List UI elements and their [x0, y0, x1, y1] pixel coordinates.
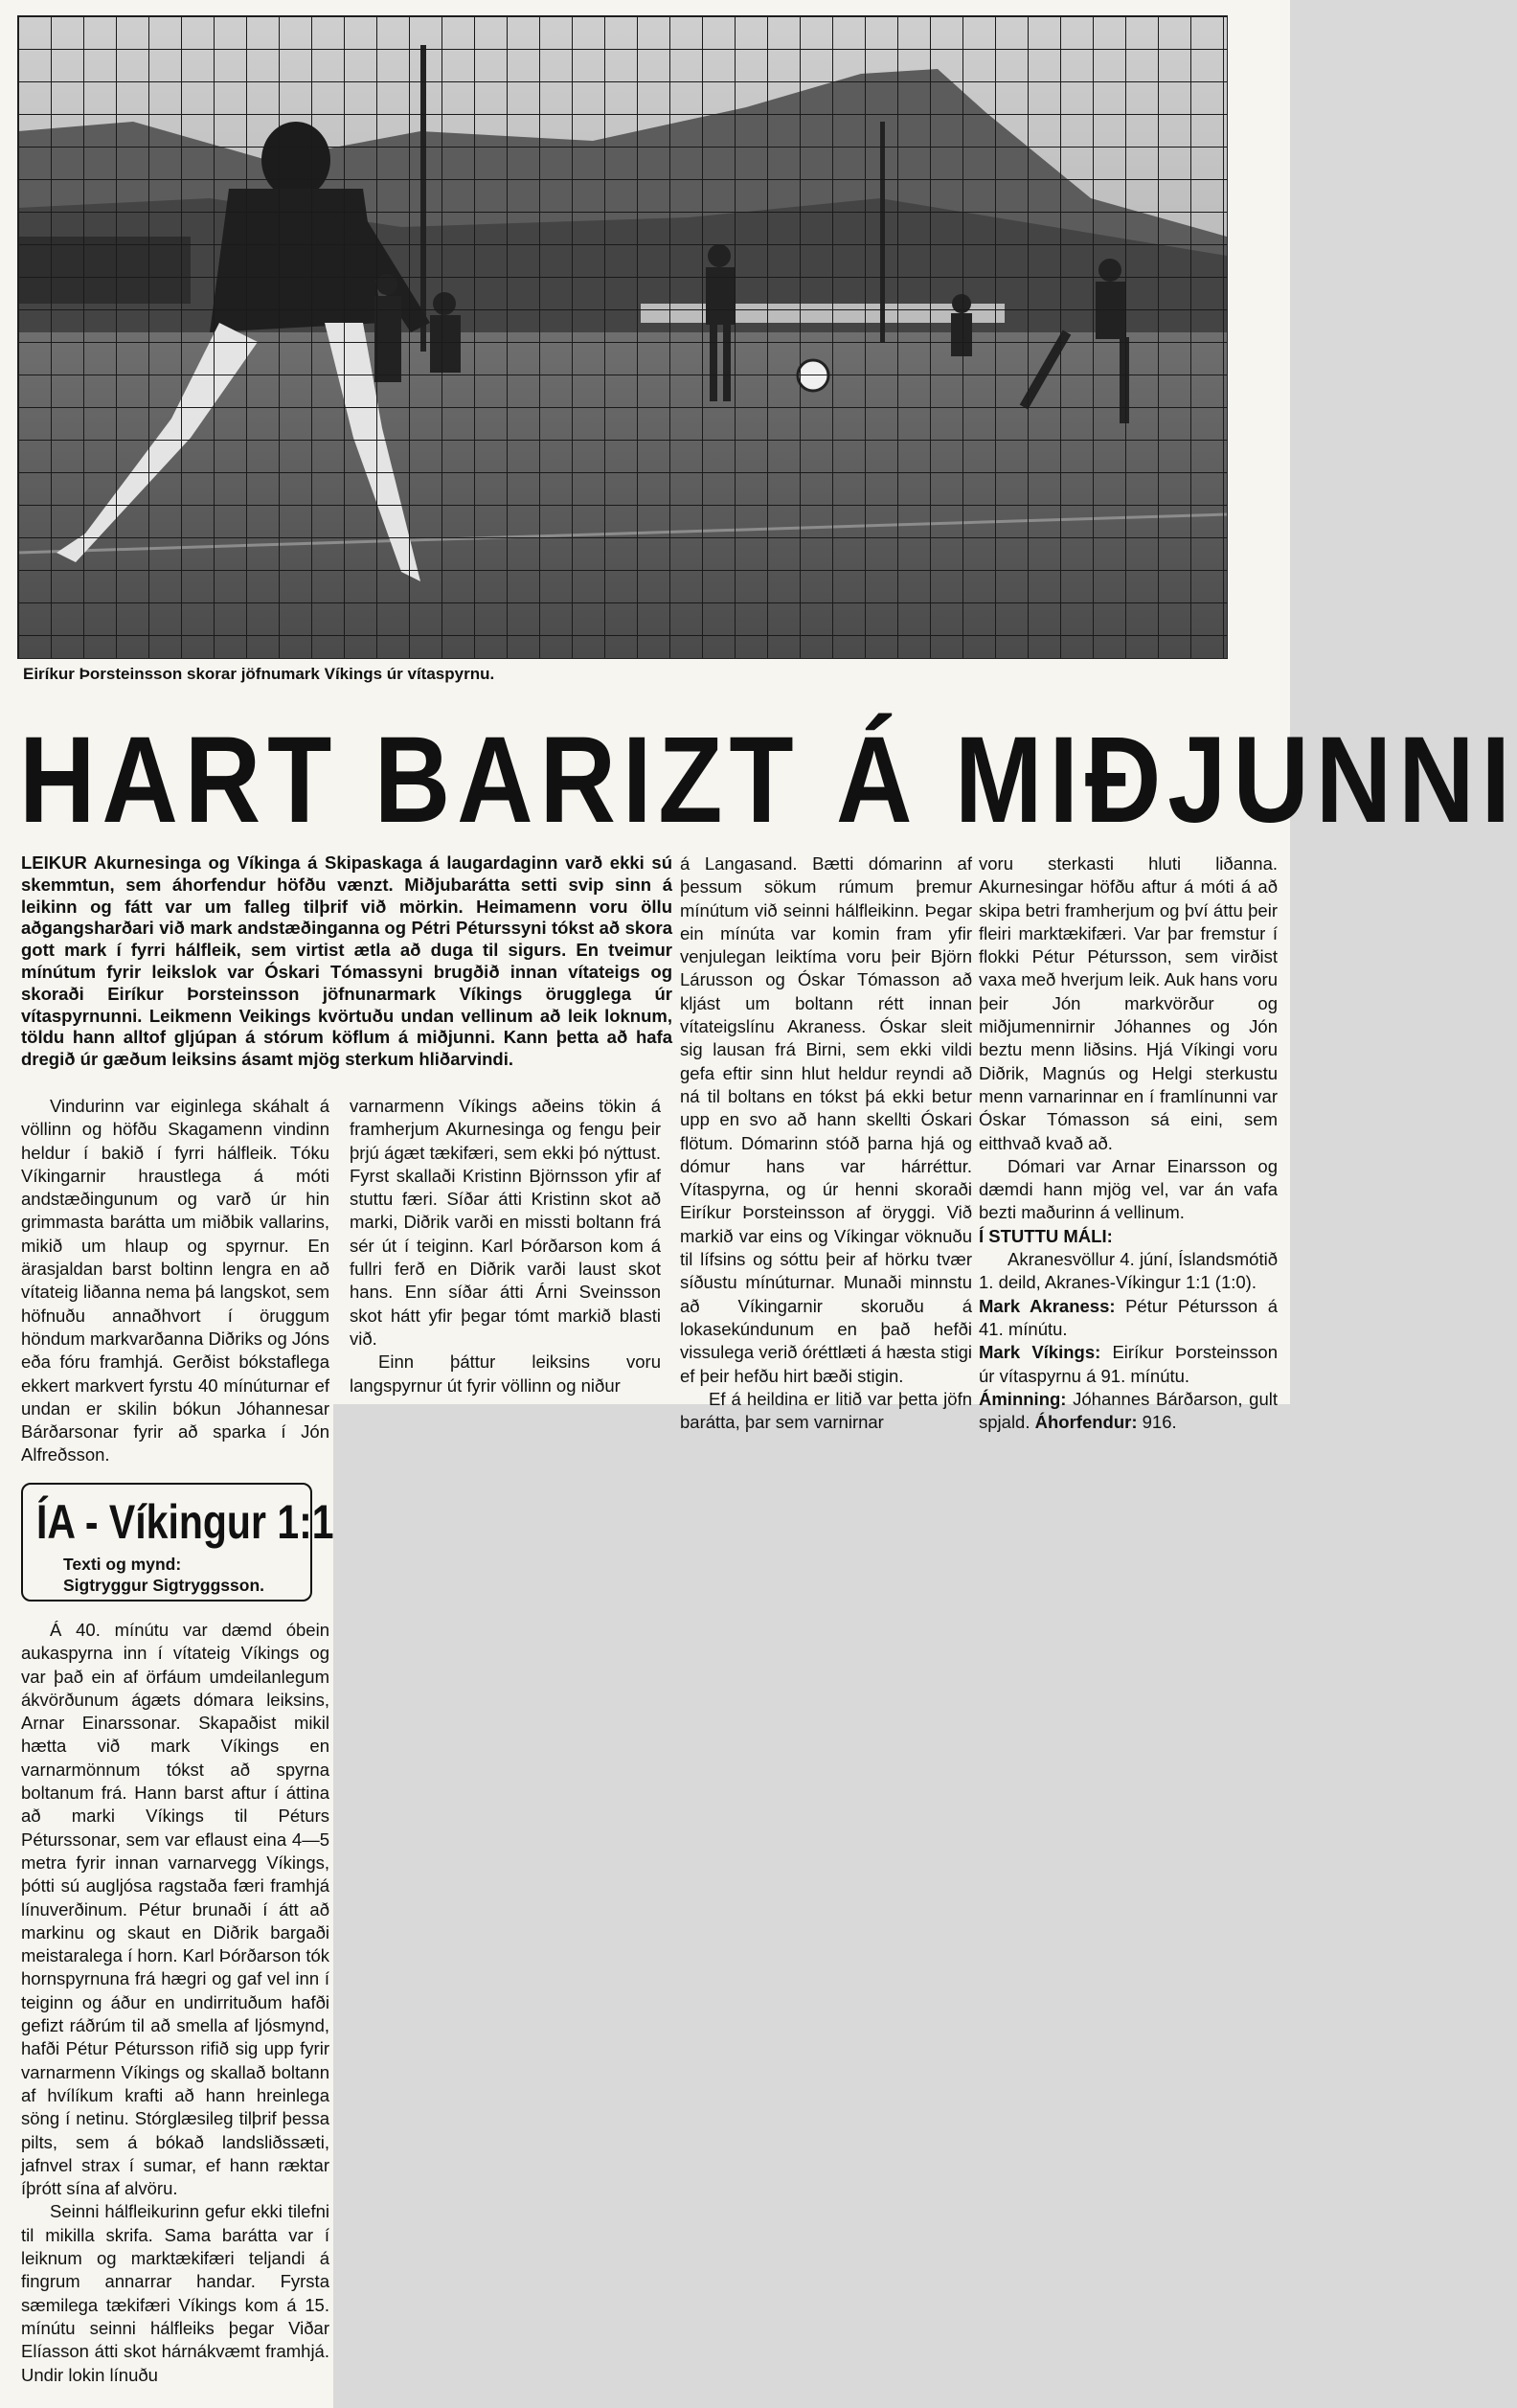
photo-caption: Eiríkur Þorsteinsson skorar jöfnumark Víkings úr vítaspyrnu. — [23, 665, 495, 683]
paragraph: Einn þáttur leiksins voru langspyrnur út fyrir völlinn og niður — [350, 1352, 661, 1396]
paragraph: á Langasand. Bætti dómarinn af þessum sökum rúmum þremur mínútum við seinni hálfleikinn. Þegar ein mínúta var komin fram yfir venjulegan leiktíma voru þeir Björn Lárusson og Óskar Tómasson að kljást um boltann rétt innan vítateigslínu Akraness. Óskar sleit sig lausan frá Birni, sem ekki vildi gefa eftir sinn hlut heldur reyndi að ná til boltans en tókst þá ekki betur upp en svo að hann skellti Óskari flötum. Dómarinn stóð þarna hjá og dómur hans var hárréttur. Vítaspyrna, og úr henni skoraði Eiríkur Þorsteinsson af öryggi. Við markið var eins og Víkingar vöknuðu til lífsins og sóttu þeir af hörku tvær síðustu mínúturnar. Munaði minnstu að Víkingarnir skoruðu á lokasekúndunum en það hefði vissulega verið óréttlæti á hæsta stigi ef þeir hefðu hirt bæði stigin. — [680, 853, 972, 1386]
paragraph: Dómari var Arnar Einarsson og dæmdi hann mjög vel, var án vafa bezti maðurinn á vellinum. — [979, 1155, 1278, 1223]
paragraph: Vindurinn var eiginlega skáhalt á völlinn og höfðu Skagamenn vindinn heldur í bakið í fyrri hálfleik. Tóku Víkingarnir hraustlega á móti andstæðingunum og varð úr hin grimmasta barátta um miðbik vallarins, mikið um hlaup og spyrnur. En ärasjaldan barst boltinn lengra en að vítateig liðanna nema þá langskot, sem höfnuðu annaðhvort í öruggum höndum markvarðanna Diðriks og Jóns eða fóru framhjá. Gerðist bókstaflega ekkert markvert fyrstu 40 mínúturnar ef undan er skilin bókun Jóhannesar Bárðarsonar fyrir að sparka í Jón Alfreðsson. — [21, 1096, 329, 1465]
credit-label: Texti og mynd: — [63, 1555, 182, 1574]
column-4 — [979, 852, 1278, 1434]
brief-attendance-text: 916. — [1142, 1412, 1177, 1433]
brief-vikings-label: Mark Víkings: — [979, 1342, 1101, 1363]
brief-vikings-text: Eiríkur Þorsteinsson úr vítaspyrnu á 91. mínútu. — [979, 1342, 1278, 1386]
credit — [63, 1554, 264, 1596]
match-photo-illustration — [18, 16, 1227, 658]
brief-akranes-label: Mark Akraness: — [979, 1295, 1116, 1316]
column-2 — [350, 1095, 661, 1397]
column-1-bottom — [21, 1619, 329, 2387]
brief-title: Í STUTTU MÁLI: — [979, 1225, 1113, 1246]
brief-attendance-label: Áhorfendur: — [1034, 1412, 1138, 1433]
paragraph: Seinni hálfleikurinn gefur ekki tilefni til mikilla skrifa. Sama barátta var í leiknum og marktækifæri teljandi á fingrum annarrar handar. Fyrsta sæmilega tækifæri Víkings kom á 15. mínútu seinni hálfleiks þegar Viðar Elíasson átti skot hárnákvæmt framhjá. Undir lokin línuðu — [21, 2201, 329, 2385]
paragraph: varnarmenn Víkings aðeins tökin á framherjum Akurnesinga og fengu þeir þrjú ágæt tækifæri, sem ekki þó nýttust. Fyrst skallaði Kristinn Björnsson yfir af stuttu færi. Síðar átti Kristinn skot að marki, Diðrik varði en missti boltann frá sér út í teiginn. Karl Þórðarson kom á fullri ferð en Diðrik varði laust skot hans. Enn síðar átti Árni Sveinsson skot hátt yfir þegar tómt markið blasti við. — [350, 1096, 661, 1349]
brief-warning-text: Jóhannes Bárðarson, gult spjald. — [979, 1388, 1279, 1433]
brief-warning-label: Áminning: — [979, 1388, 1067, 1409]
paragraph: Ef á heildina er litið var þetta jöfn barátta, þar sem varnirnar — [680, 1388, 972, 1433]
score-box — [21, 1483, 334, 1602]
match-photo — [17, 15, 1228, 659]
brief-venue: Akranesvöllur 4. júní, Íslandsmótið 1. deild, Akranes-Víkingur 1:1 (1:0). — [979, 1249, 1278, 1293]
paragraph: voru sterkasti hluti liðanna. Akurnesingar höfðu aftur á móti á að skipa betri framherjum og því áttu þeir fleiri marktækifæri. Var þar fremstur í flokki Pétur Pétursson, sem virðist vaxa með hverjum leik. Auk hans voru þeir Jón markvörður og miðjumennirnir Jóhannes og Jón beztu menn liðsins. Hjá Víkingi voru Diðrik, Magnús og Helgi sterkustu menn varnarinnar en í framlínunni var Óskar Tómasson sá eini, sem eitthvað kvað að. — [979, 853, 1278, 1153]
score-heading: ÍA - Víkingur 1:1 — [36, 1495, 334, 1549]
headline: HART BARIZT Á MIÐJUNNI — [19, 712, 1517, 849]
column-1-top — [21, 1095, 329, 1467]
column-3 — [680, 852, 972, 1434]
credit-name: Sigtryggur Sigtryggsson. — [63, 1576, 265, 1595]
lead-paragraph: LEIKUR Akurnesinga og Víkinga á Skipaskaga á laugardaginn varð ekki sú skemmtun, sem áhorfendur höfðu vænzt. Miðjubarátta setti svip sinn á leikinn og fátt var um falleg tilþrif við mörkin. Heimamenn voru öllu aðgangsharðari við mark andstæðinganna og Pétri Péturssyni tókst að skora gott mark í fyrri hálfleik, sem virtist ætla að duga til sigurs. En tveimur mínútum fyrir leikslok var Óskari Tómassyni brugðið innan vítateigs og skoraði Eiríkur Þorsteinsson jöfnunarmark Víkings örugglega úr vítaspyrnunni. Leikmenn Veikings kvörtuðu undan vellinum að leik loknum, töldu hann alltof gljúpan á stórum köflum á miðjunni. Kann þetta að hafa dregið úr gæðum leiksins ásamt mjög sterkum hliðarvindi. — [21, 852, 672, 1070]
brief-akranes-text: Pétur Pétursson á 41. mínútu. — [979, 1295, 1279, 1339]
paragraph: Á 40. mínútu var dæmd óbein aukaspyrna inn í vítateig Víkings og var það ein af örfáum umdeilanlegum ákvörðunum ágæts dómara leiksins, Arnar Einarssonar. Skapaðist mikil hætta við mark Víkings en varnarmönnum tókst að spyrna boltanum frá. Hann barst aftur í áttina að marki Víkings til Péturs Péturssonar, sem var eflaust eina 4—5 metra fyrir innan varnarvegg Víkings, þótti sú augljósa ragstaða færi framhjá línuverðinum. Pétur brunaði í átt að markinu og skaut en Diðrik bargaði meistaralega í horn. Karl Þórðarson tók hornspyrnuna frá hægri og gaf vel inn í teiginn og áður en undirrituðum hafði gefizt ráðrúm til að smella af ljósmynd, hafði Pétur Pétursson rifið sig upp fyrir varnarmenn Víkings og skallað boltann af hvílíkum krafti að hann hreinlega söng í netinu. Stórglæsileg tilþrif þessa pilts, sem á bókað landsliðssæti, jafnvel strax í sumar, ef hann ræktar íþrótt sína af alvöru. — [21, 1620, 329, 2199]
